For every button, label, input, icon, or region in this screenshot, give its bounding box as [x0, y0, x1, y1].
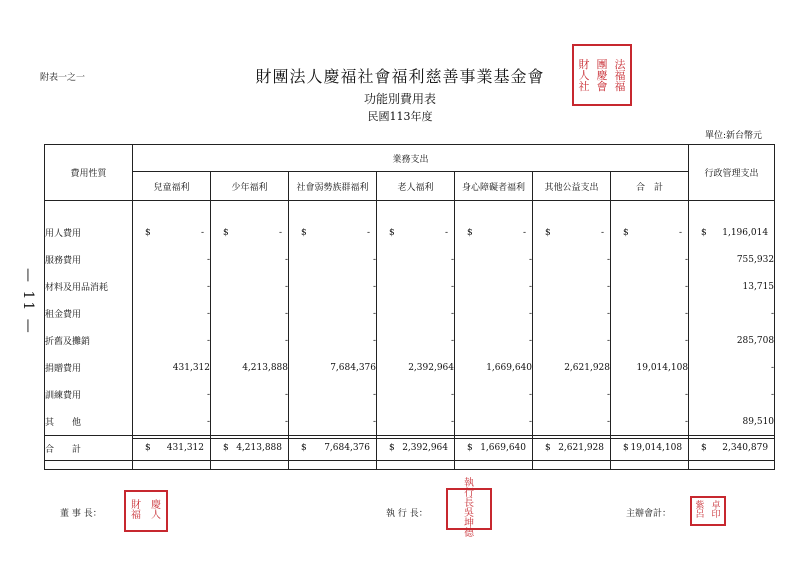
column-header-3: 老人福利 [377, 172, 455, 201]
cell-value: - [377, 327, 455, 354]
total-label: 合 計 [45, 436, 133, 461]
cell-value: - [289, 381, 377, 408]
cell-value: - [211, 300, 289, 327]
cell-value: - [455, 327, 533, 354]
total-value: $ 431,312 [133, 436, 211, 461]
cell-value: - [289, 273, 377, 300]
table-row [45, 327, 775, 354]
cell-value: - [289, 327, 377, 354]
org-name: 財團法人慶福社會福利慈善事業基金會 [255, 67, 545, 86]
cell-admin: 755,932 [689, 246, 775, 273]
cell-value: - [377, 408, 455, 436]
cell-value: - [533, 381, 611, 408]
ceo-seal: 執 行 長 吳 坤 德 [446, 488, 492, 530]
cell-value: - [211, 408, 289, 436]
cell-value: - [377, 246, 455, 273]
total-value: $ 7,684,376 [289, 436, 377, 461]
table-row [45, 408, 775, 436]
cell-value: - [611, 408, 689, 436]
cell-value: $ - [133, 219, 211, 246]
header-business-expenses: 業務支出 [133, 145, 689, 172]
report-title: 功能別費用表 [363, 92, 436, 106]
cell-value: $ - [289, 219, 377, 246]
cell-value: 431,312 [133, 354, 211, 381]
cell-admin: 89,510 [689, 408, 775, 436]
cell-admin: - [689, 300, 775, 327]
total-value: $ 1,669,640 [455, 436, 533, 461]
accountant-label: 主辦會計： [626, 509, 672, 519]
cell-value: - [611, 327, 689, 354]
cell-admin: - [689, 381, 775, 408]
cell-value: $ - [455, 219, 533, 246]
total-row [45, 436, 775, 461]
cell-value: - [289, 408, 377, 436]
report-year: 民國113年度 [367, 110, 433, 123]
cell-value: 1,669,640 [455, 354, 533, 381]
cell-value: 19,014,108 [611, 354, 689, 381]
cell-value: - [455, 381, 533, 408]
cell-value: 4,213,888 [211, 354, 289, 381]
header-expense-nature: 費用性質 [45, 145, 133, 201]
cell-value: - [133, 408, 211, 436]
total-value: $ 2,392,964 [377, 436, 455, 461]
cell-value: $ - [611, 219, 689, 246]
cell-value: - [377, 300, 455, 327]
cell-admin: 13,715 [689, 273, 775, 300]
total-admin: $ 2,340,879 [689, 436, 775, 461]
total-value: $ 19,014,108 [611, 436, 689, 461]
table-row [45, 219, 775, 246]
accountant-seal: 紫 卓 呂 印 [690, 496, 726, 526]
column-header-5: 其他公益支出 [533, 172, 611, 201]
cell-admin: 285,708 [689, 327, 775, 354]
ceo-label: 執 行 長： [386, 509, 428, 519]
page-number: — 11 — [20, 268, 36, 335]
header-admin-expenses: 行政管理支出 [689, 145, 775, 201]
cell-value: - [455, 300, 533, 327]
row-label: 訓練費用 [45, 381, 133, 408]
chairman-label: 董 事 長： [60, 509, 102, 519]
foundation-seal: 財 團 法 人 慶 福 社 會 福 [572, 44, 632, 106]
row-label: 材料及用品消耗 [45, 273, 133, 300]
cell-value: - [533, 300, 611, 327]
row-label: 捐贈費用 [45, 354, 133, 381]
cell-value: 2,621,928 [533, 354, 611, 381]
cell-value: 7,684,376 [289, 354, 377, 381]
table-row [45, 300, 775, 327]
row-label: 租金費用 [45, 300, 133, 327]
cell-value: - [377, 273, 455, 300]
row-label: 服務費用 [45, 246, 133, 273]
chairman-seal: 財 慶 福 人 [124, 490, 168, 532]
row-label: 折舊及攤銷 [45, 327, 133, 354]
cell-value: - [533, 246, 611, 273]
cell-value: - [133, 273, 211, 300]
annex-label: 附表一之一 [40, 73, 86, 83]
cell-value: - [455, 246, 533, 273]
row-label: 其 他 [45, 408, 133, 436]
cell-value: - [133, 300, 211, 327]
cell-value: - [455, 408, 533, 436]
column-header-2: 社會弱勢族群福利 [289, 172, 377, 201]
cell-value: - [533, 273, 611, 300]
cell-value: $ - [377, 219, 455, 246]
total-value: $ 2,621,928 [533, 436, 611, 461]
cell-value: $ - [211, 219, 289, 246]
cell-admin: - [689, 354, 775, 381]
cell-value: - [533, 327, 611, 354]
column-header-0: 兒童福利 [133, 172, 211, 201]
table-row [45, 354, 775, 381]
column-header-6: 合 計 [611, 172, 689, 201]
cell-value: - [289, 246, 377, 273]
cell-value: $ - [533, 219, 611, 246]
cell-value: - [377, 381, 455, 408]
currency-unit: 單位:新台幣元 [704, 131, 762, 141]
total-value: $ 4,213,888 [211, 436, 289, 461]
column-header-1: 少年福利 [211, 172, 289, 201]
cell-value: - [289, 300, 377, 327]
cell-value: - [133, 246, 211, 273]
column-header-4: 身心障礙者福利 [455, 172, 533, 201]
cell-value: - [533, 408, 611, 436]
cell-value: - [611, 381, 689, 408]
cell-value: - [211, 246, 289, 273]
cell-value: - [133, 381, 211, 408]
cell-value: - [611, 300, 689, 327]
cell-value: 2,392,964 [377, 354, 455, 381]
row-label: 用人費用 [45, 219, 133, 246]
cell-value: - [211, 327, 289, 354]
cell-admin: $ 1,196,014 [689, 219, 775, 246]
cell-value: - [211, 273, 289, 300]
cell-value: - [455, 273, 533, 300]
cell-value: - [611, 273, 689, 300]
cell-value: - [133, 327, 211, 354]
table-row [45, 381, 775, 408]
table-row [45, 273, 775, 300]
table-row [45, 246, 775, 273]
cell-value: - [211, 381, 289, 408]
cell-value: - [611, 246, 689, 273]
expense-table [44, 144, 775, 470]
